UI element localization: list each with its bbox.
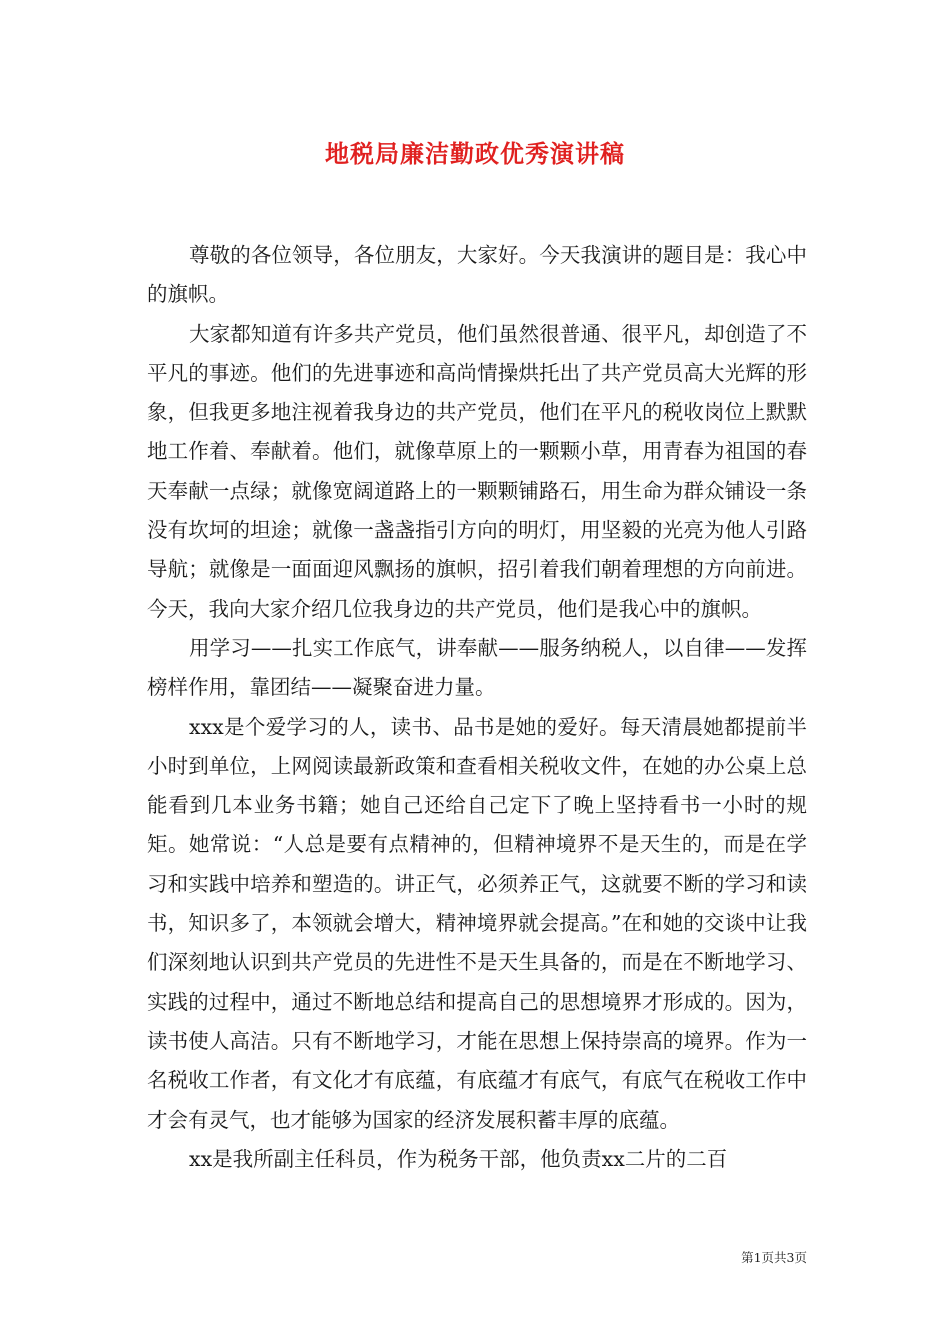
paragraph-greeting: 尊敬的各位领导，各位朋友，大家好。今天我演讲的题目是：我心中的旗帜。 bbox=[147, 243, 807, 307]
document-body bbox=[147, 236, 807, 1179]
document-title: 地税局廉洁勤政优秀演讲稿 bbox=[325, 139, 625, 168]
paragraph-deputy: xx是我所副主任科员，作为税务干部，他负责xx二片的二百 bbox=[189, 1146, 728, 1171]
paragraph-study: xxx是个爱学习的人，读书、品书是她的爱好。每天清晨她都提前半小时到单位，上网阅读最新政策和查看相关税收文件，在她的办公桌上总能看到几本业务书籍；她自己还给自己定下了晚上坚持看书一小时的规矩。她常说：“人总是要有点精神的，但精神境界不是天生的，而是在学习和实践中培养和塑造的。讲正气，必须养正气，这就要不断的学习和读书，知识多了，本领就会增大，精神境界就会提高。”在和她的交谈中让我们深刻地认识到共产党员的先进性不是天生具备的，而是在不断地学习、实践的过程中，通过不断地总结和提高自己的思想境界才形成的。因为，读书使人高洁。只有不断地学习，才能在思想上保持崇高的境界。作为一名税收工作者，有文化才有底蕴，有底蕴才有底气，有底气在税收工作中才会有灵气，也才能够为国家的经济发展积蓄丰厚的底蕴。 bbox=[147, 714, 807, 1132]
paragraph-themes: 用学习——扎实工作底气，讲奉献——服务纳税人，以自律——发挥榜样作用，靠团结——凝聚奋进力量。 bbox=[147, 635, 807, 700]
page-number: 第1页共3页 bbox=[741, 1250, 807, 1265]
paragraph-intro: 大家都知道有许多共产党员，他们虽然很普通、很平凡，却创造了不平凡的事迹。他们的先进事迹和高尚情操烘托出了共产党员高大光辉的形象，但我更多地注视着我身边的共产党员，他们在平凡的税收岗位上默默地工作着、奉献着。他们，就像草原上的一颗颗小草，用青春为祖国的春天奉献一点绿；就像宽阔道路上的一颗颗铺路石，用生命为群众铺设一条没有坎坷的坦途；就像一盏盏指引方向的明灯，用坚毅的光亮为他人引路导航；就像是一面面迎风飘扬的旗帜，招引着我们朝着理想的方向前进。今天，我向大家介绍几位我身边的共产党员，他们是我心中的旗帜。 bbox=[147, 321, 807, 621]
